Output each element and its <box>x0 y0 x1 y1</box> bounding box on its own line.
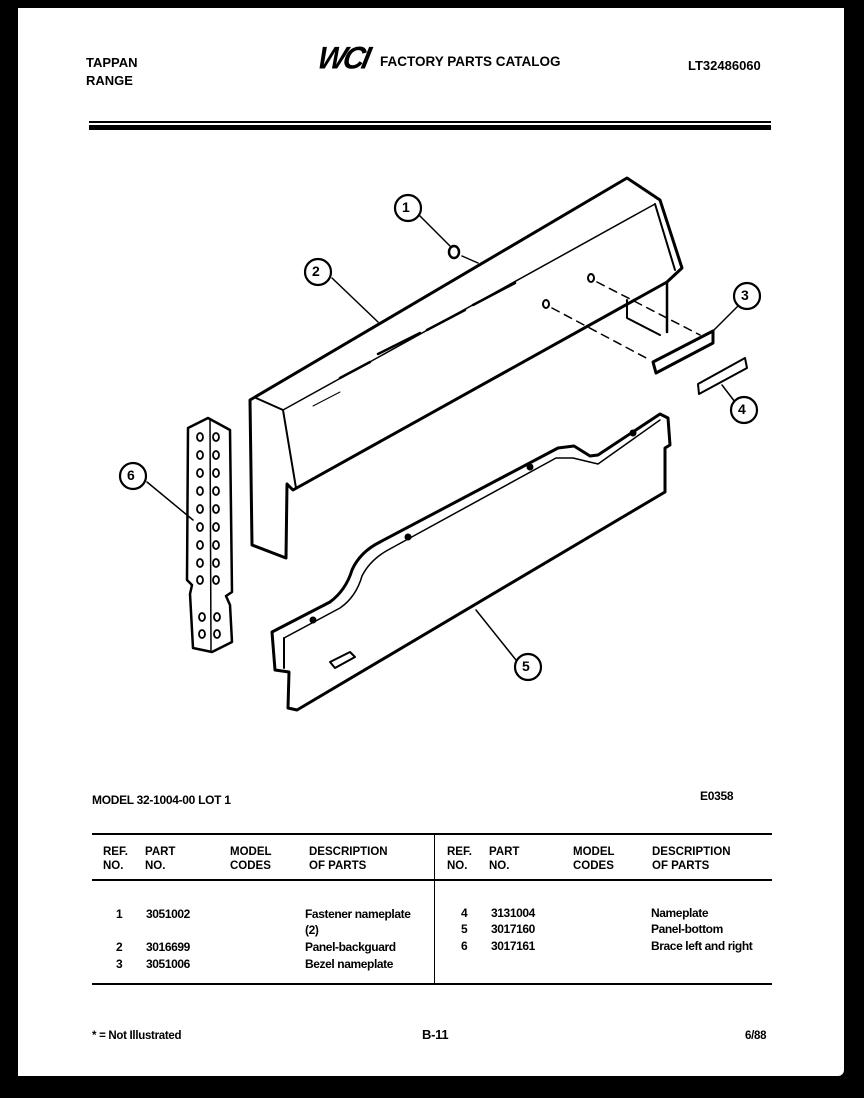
brand-line-1: TAPPAN <box>86 55 138 70</box>
row-1-desc: Fastener nameplate <box>305 907 411 921</box>
table-divider <box>434 834 435 984</box>
brand-line-2: RANGE <box>86 73 133 88</box>
model-line: MODEL 32-1004-00 LOT 1 <box>92 793 231 807</box>
table-top-rule <box>92 833 772 835</box>
callout-label-3: 3 <box>741 287 749 303</box>
header-ref-no: REF. NO. <box>103 846 128 872</box>
row-4-part: 3131004 <box>491 906 535 920</box>
row-2-part: 3016699 <box>146 940 190 954</box>
header-description-right: DESCRIPTION OF PARTS <box>652 846 731 872</box>
footer-date: 6/88 <box>745 1030 767 1042</box>
row-3-part: 3051006 <box>146 957 190 971</box>
row-2-desc: Panel-backguard <box>305 940 396 954</box>
header-part-no: PART NO. <box>145 846 176 872</box>
row-2-ref: 2 <box>116 940 123 954</box>
callout-label-6: 6 <box>127 467 135 483</box>
row-6-desc: Brace left and right <box>651 939 753 953</box>
callout-label-5: 5 <box>522 658 530 674</box>
fastener-drawing <box>449 246 478 263</box>
header-model-codes-right: MODEL CODES <box>573 846 615 872</box>
catalog-number: LT32486060 <box>688 58 761 73</box>
page-number: B-11 <box>422 1027 449 1042</box>
row-6-part: 3017161 <box>491 939 535 953</box>
header-model-codes: MODEL CODES <box>230 846 272 872</box>
callout-label-2: 2 <box>312 263 320 279</box>
row-6-ref: 6 <box>461 939 468 953</box>
row-4-desc: Nameplate <box>651 906 709 920</box>
row-1-desc-2: (2) <box>305 923 319 937</box>
catalog-title: FACTORY PARTS CATALOG <box>380 54 561 69</box>
footer-note: * = Not Illustrated <box>92 1030 182 1042</box>
table-bottom-rule <box>92 983 772 985</box>
header-part-no-right: PART NO. <box>489 846 520 872</box>
row-1-ref: 1 <box>116 907 123 921</box>
row-1-part: 3051002 <box>146 907 190 921</box>
callout-label-1: 1 <box>402 199 410 215</box>
bezel-nameplate-drawing <box>653 331 713 373</box>
diagram-code: E0358 <box>700 789 734 803</box>
brace-drawing <box>187 418 232 652</box>
row-5-part: 3017160 <box>491 922 535 936</box>
nameplate-drawing <box>698 358 747 394</box>
row-5-ref: 5 <box>461 922 468 936</box>
row-5-desc: Panel-bottom <box>651 922 723 936</box>
header-ref-no-right: REF. NO. <box>447 846 472 872</box>
row-3-desc: Bezel nameplate <box>305 957 394 971</box>
table-header-rule <box>92 879 772 881</box>
callout-label-4: 4 <box>738 401 746 417</box>
row-3-ref: 3 <box>116 957 123 971</box>
header-description: DESCRIPTION OF PARTS <box>309 846 388 872</box>
wci-logo: WCI <box>314 41 372 76</box>
row-4-ref: 4 <box>461 906 468 920</box>
